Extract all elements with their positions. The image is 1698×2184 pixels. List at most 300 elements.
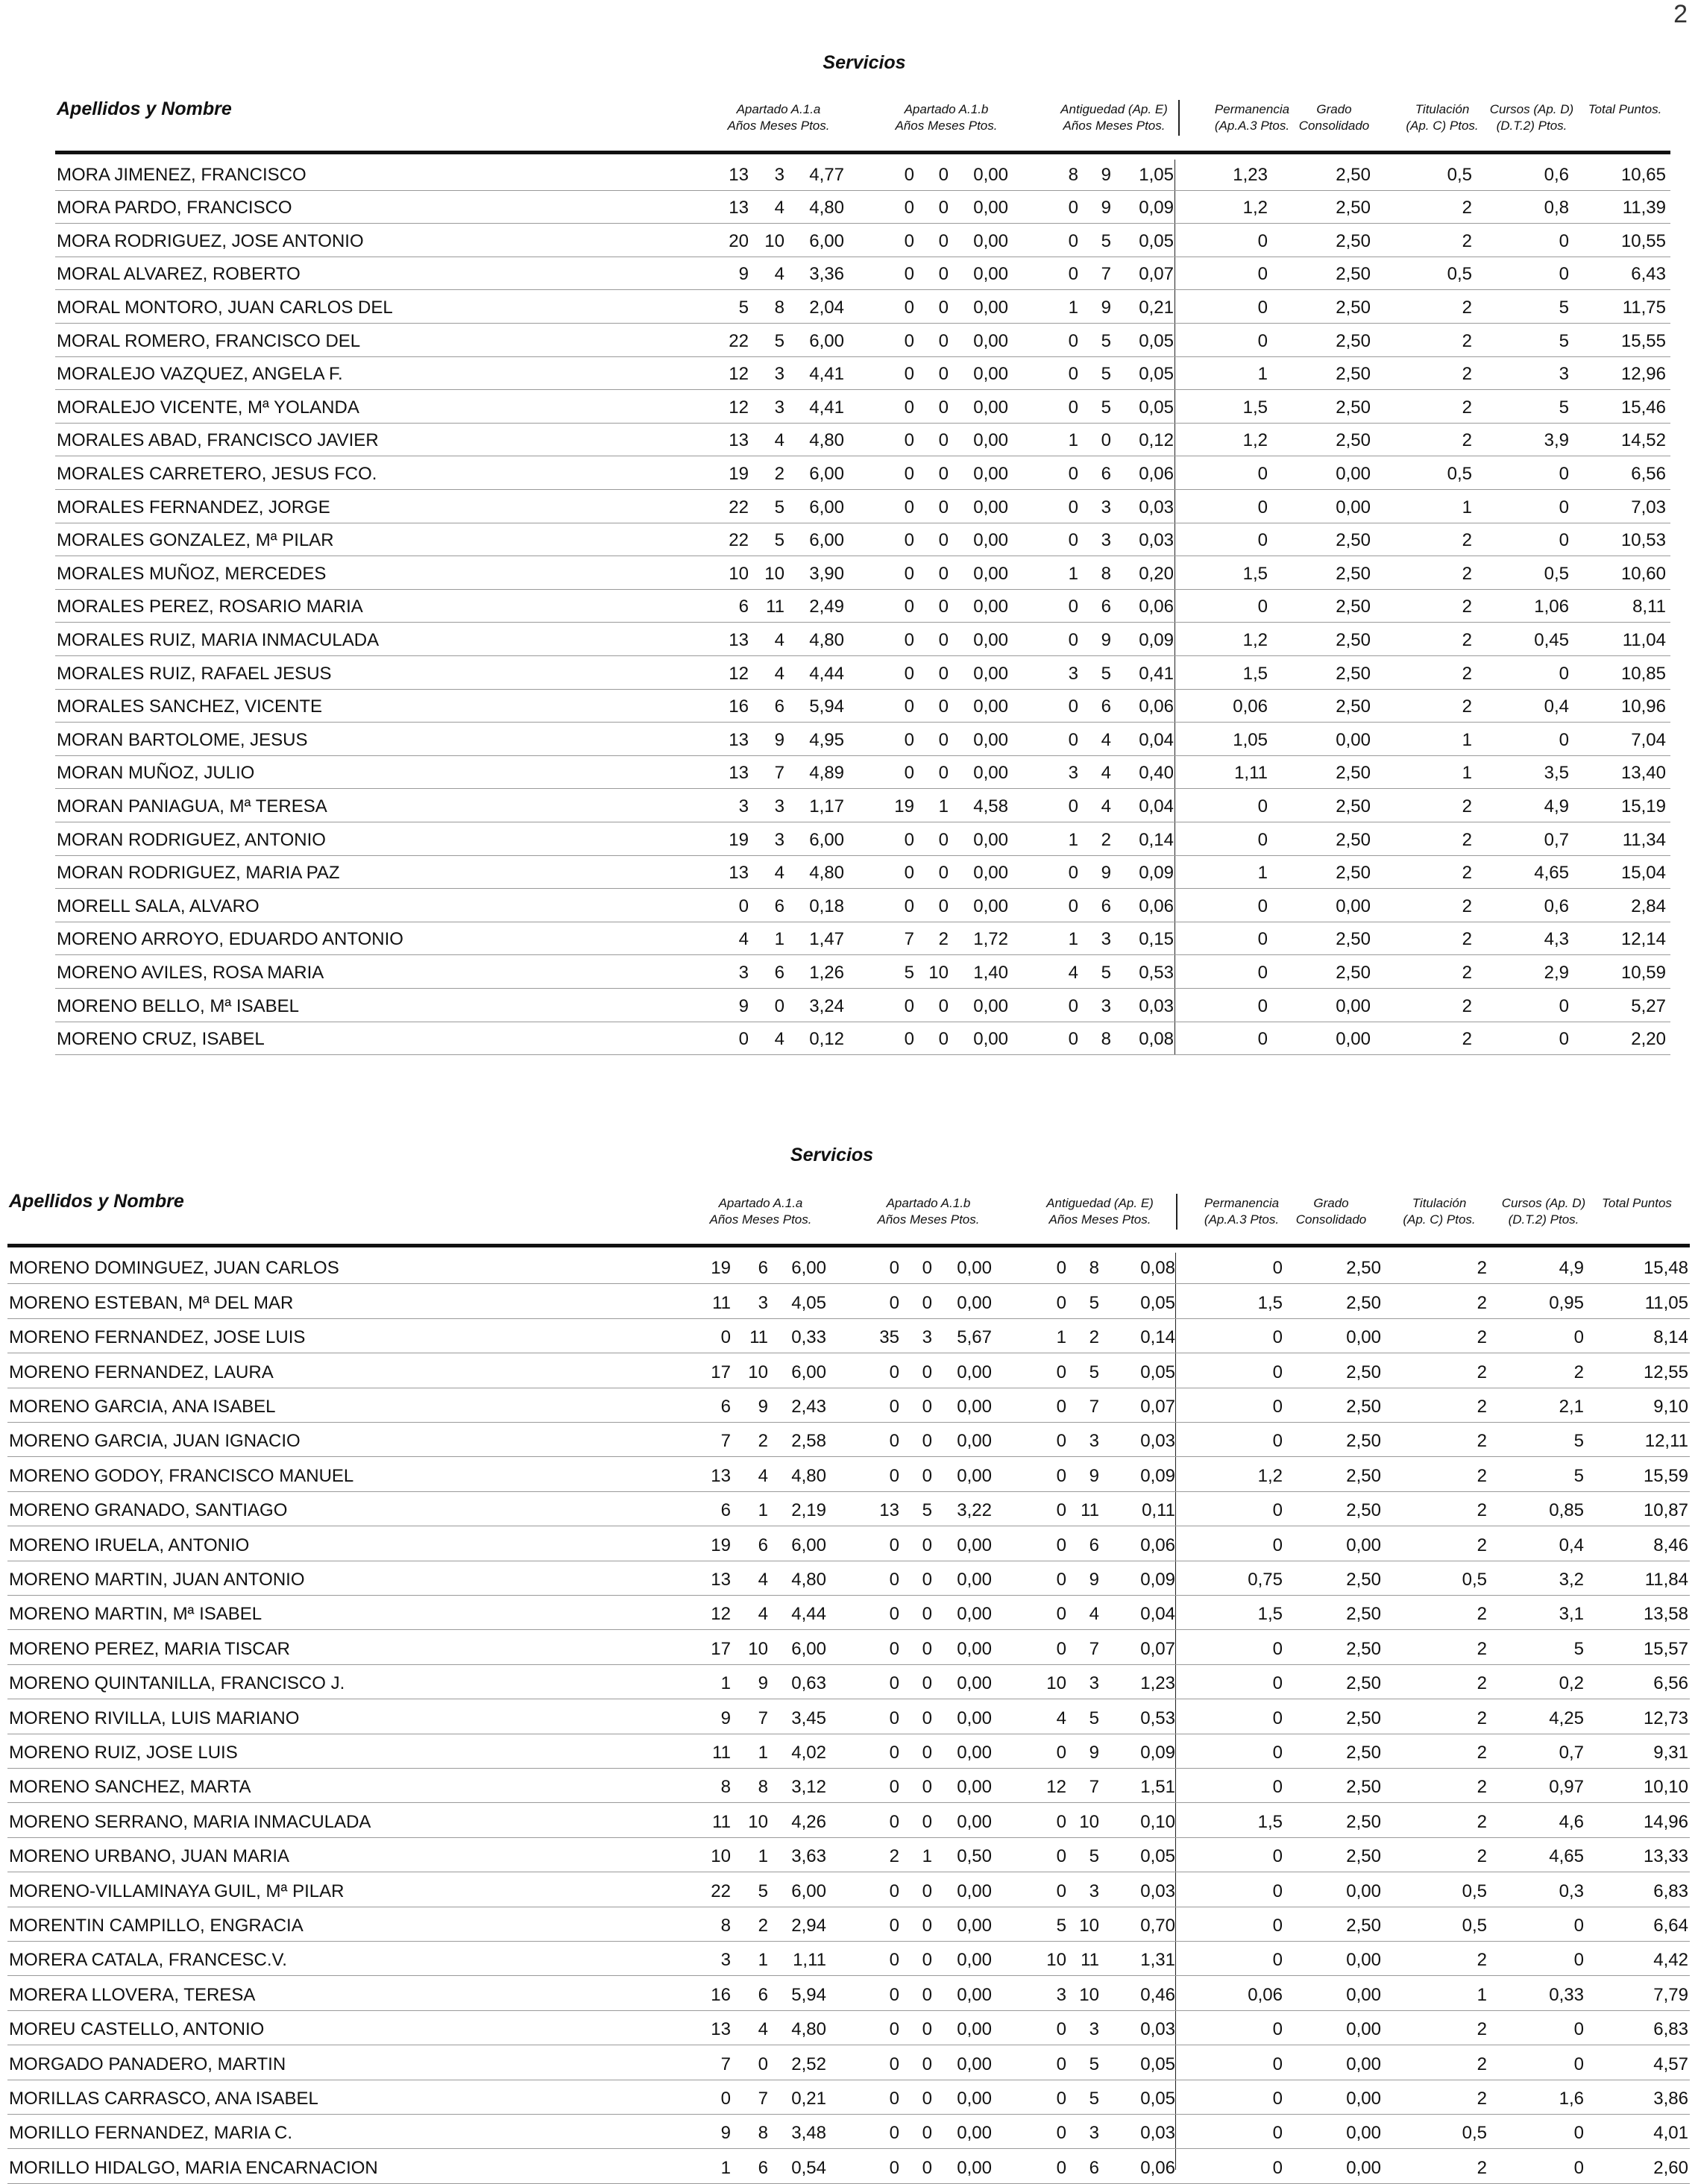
- cell-name: MORENO GARCIA, JUAN IGNACIO: [9, 1431, 301, 1452]
- cell-a1b-years: 0: [904, 863, 914, 884]
- cell-name: MORENO FERNANDEZ, LAURA: [9, 1362, 274, 1382]
- cell-grado: 0,00: [1336, 497, 1371, 517]
- cell-ant-months: 5: [1089, 1292, 1099, 1313]
- cell-name: MORALES FERNANDEZ, JORGE: [57, 497, 330, 517]
- cell-a1b-months: 0: [938, 995, 949, 1016]
- cell-total: 6,83: [1653, 1881, 1688, 1901]
- table-row: [55, 954, 1670, 989]
- cell-a1a-points: 2,43: [791, 1396, 826, 1417]
- cell-a1b-months: 1: [938, 796, 949, 816]
- cell-ant-years: 0: [1068, 463, 1078, 484]
- cell-a1a-months: 3: [774, 164, 784, 185]
- cell-grado: 2,50: [1336, 962, 1371, 983]
- cell-titulacion: 2: [1462, 663, 1472, 684]
- table-row: [7, 1595, 1690, 1630]
- cell-a1a-months: 4: [758, 2019, 768, 2040]
- cell-a1b-years: 0: [889, 1708, 899, 1728]
- cell-ant-years: 0: [1068, 230, 1078, 251]
- cell-cursos: 4,65: [1549, 1846, 1584, 1867]
- cell-a1a-years: 17: [711, 1638, 731, 1659]
- cell-a1a-points: 4,80: [791, 1569, 826, 1590]
- cell-ant-points: 0,53: [1139, 962, 1174, 983]
- cell-ant-years: 0: [1056, 1638, 1066, 1659]
- cell-cursos: 2,1: [1559, 1396, 1584, 1417]
- cell-permanencia: 0,06: [1233, 696, 1268, 717]
- cell-name: MORILLO FERNANDEZ, MARIA C.: [9, 2123, 293, 2144]
- cell-a1b-years: 0: [904, 530, 914, 551]
- cell-cursos: 0: [1559, 1029, 1569, 1050]
- cell-a1b-months: 0: [938, 863, 949, 884]
- cell-a1b-years: 0: [889, 2088, 899, 2109]
- cell-cursos: 4,6: [1559, 1811, 1584, 1832]
- cell-a1b-years: 0: [904, 230, 914, 251]
- cell-titulacion: 2: [1462, 397, 1472, 418]
- cell-ant-years: 0: [1056, 2088, 1066, 2109]
- cell-a1b-points: 0,00: [973, 663, 1008, 684]
- cell-permanencia: 0: [1257, 896, 1268, 916]
- cell-a1b-months: 0: [922, 1362, 932, 1382]
- cell-a1a-years: 17: [711, 1362, 731, 1382]
- cell-ant-points: 0,06: [1139, 463, 1174, 484]
- cell-permanencia: 0: [1272, 1396, 1283, 1417]
- header-grado: Grado Consolidado: [1295, 1196, 1367, 1227]
- cell-ant-months: 9: [1101, 629, 1111, 650]
- cell-cursos: 0: [1573, 1950, 1584, 1971]
- table-row: [55, 157, 1670, 191]
- cell-total: 6,56: [1631, 463, 1666, 484]
- cell-a1a-months: 11: [766, 597, 784, 617]
- cell-cursos: 5: [1573, 1638, 1584, 1659]
- cell-total: 10,59: [1620, 962, 1666, 983]
- cell-cursos: 4,9: [1559, 1258, 1584, 1279]
- cell-a1a-months: 10: [748, 1811, 768, 1832]
- cell-cursos: 0,8: [1544, 198, 1569, 218]
- cell-a1b-months: 0: [922, 1777, 932, 1798]
- cell-permanencia: 1,5: [1257, 1292, 1283, 1313]
- cell-permanencia: 1,5: [1242, 397, 1268, 418]
- cell-name: MORALEJO VAZQUEZ, ANGELA F.: [57, 364, 343, 385]
- cell-a1b-years: 19: [894, 796, 914, 816]
- cell-a1b-points: 0,50: [957, 1846, 992, 1867]
- cell-name: MORENO GRANADO, SANTIAGO: [9, 1500, 288, 1521]
- cell-a1b-points: 0,00: [957, 1811, 992, 1832]
- cell-cursos: 0: [1573, 2054, 1584, 2074]
- cell-ant-points: 0,53: [1140, 1708, 1175, 1728]
- cell-a1a-months: 6: [758, 1535, 768, 1555]
- cell-grado: 2,50: [1336, 829, 1371, 850]
- cell-permanencia: 0: [1257, 497, 1268, 517]
- cell-permanencia: 1,2: [1257, 1465, 1283, 1486]
- cell-a1b-points: 0,00: [957, 1258, 992, 1279]
- cell-ant-points: 0,12: [1139, 430, 1174, 451]
- cell-titulacion: 2: [1477, 1846, 1487, 1867]
- cell-a1a-months: 10: [764, 230, 784, 251]
- cell-ant-months: 2: [1089, 1327, 1099, 1348]
- cell-name: MORENO BELLO, Mª ISABEL: [57, 995, 299, 1016]
- cell-a1b-months: 0: [938, 763, 949, 784]
- cell-a1a-years: 13: [729, 164, 749, 185]
- cell-a1a-months: 6: [774, 896, 784, 916]
- cell-titulacion: 2: [1477, 1604, 1487, 1625]
- cell-a1b-months: 0: [938, 397, 949, 418]
- cell-cursos: 5: [1573, 1465, 1584, 1486]
- cell-titulacion: 2: [1477, 1500, 1487, 1521]
- cell-titulacion: 2: [1477, 1638, 1487, 1659]
- cell-a1a-points: 6,00: [791, 1881, 826, 1901]
- cell-ant-points: 0,21: [1139, 297, 1174, 318]
- cell-permanencia: 0: [1257, 463, 1268, 484]
- cell-permanencia: 0,75: [1248, 1569, 1283, 1590]
- cell-a1b-points: 0,00: [973, 896, 1008, 916]
- cell-grado: 0,00: [1346, 1984, 1381, 2005]
- cell-a1a-years: 13: [711, 2019, 731, 2040]
- cell-name: MORENO RIVILLA, LUIS MARIANO: [9, 1708, 300, 1728]
- cell-grado: 2,50: [1336, 696, 1371, 717]
- cell-a1b-months: 0: [938, 829, 949, 850]
- cell-titulacion: 2: [1462, 430, 1472, 451]
- cell-grado: 0,00: [1346, 1327, 1381, 1348]
- cell-a1b-points: 0,00: [973, 430, 1008, 451]
- table-row: [55, 888, 1670, 922]
- cell-name: MORAL ROMERO, FRANCISCO DEL: [57, 330, 361, 351]
- cell-ant-years: 0: [1056, 1258, 1066, 1279]
- cell-grado: 2,50: [1336, 530, 1371, 551]
- cell-total: 11,84: [1644, 1569, 1688, 1590]
- cell-ant-years: 5: [1056, 1915, 1066, 1936]
- cell-a1a-points: 2,52: [791, 2054, 826, 2074]
- cell-titulacion: 2: [1477, 2054, 1487, 2074]
- cell-a1a-months: 7: [758, 1708, 768, 1728]
- cell-a1b-months: 2: [938, 929, 949, 950]
- cell-a1b-years: 0: [889, 1569, 899, 1590]
- cell-titulacion: 2: [1462, 230, 1472, 251]
- cell-cursos: 0: [1559, 530, 1569, 551]
- cell-a1a-months: 3: [774, 397, 784, 418]
- cell-grado: 2,50: [1336, 863, 1371, 884]
- cell-a1a-points: 4,41: [809, 397, 844, 418]
- cell-ant-points: 0,20: [1139, 563, 1174, 584]
- cell-grado: 2,50: [1336, 629, 1371, 650]
- cell-ant-years: 1: [1068, 297, 1078, 318]
- cell-a1a-years: 9: [720, 2123, 731, 2144]
- cell-grado: 2,50: [1336, 264, 1371, 285]
- cell-a1a-months: 0: [758, 2054, 768, 2074]
- cell-a1b-years: 0: [889, 1465, 899, 1486]
- cell-total: 10,53: [1620, 530, 1666, 551]
- cell-grado: 2,50: [1336, 430, 1371, 451]
- cell-cursos: 4,25: [1549, 1708, 1584, 1728]
- cell-permanencia: 0: [1272, 1708, 1283, 1728]
- cell-a1b-points: 0,00: [957, 1673, 992, 1694]
- cell-a1b-years: 0: [889, 1777, 899, 1798]
- cell-titulacion: 2: [1477, 2157, 1487, 2178]
- cell-titulacion: 2: [1477, 1777, 1487, 1798]
- cell-a1a-months: 2: [758, 1431, 768, 1452]
- cell-titulacion: 0,5: [1462, 1569, 1487, 1590]
- cell-a1a-months: 4: [774, 198, 784, 218]
- cell-ant-points: 0,05: [1140, 2088, 1175, 2109]
- cell-titulacion: 2: [1477, 2019, 1487, 2040]
- table-row: [55, 190, 1670, 224]
- cell-name: MORENO ESTEBAN, Mª DEL MAR: [9, 1292, 294, 1313]
- cell-a1a-points: 4,80: [809, 863, 844, 884]
- cell-ant-years: 0: [1056, 1465, 1066, 1486]
- cell-total: 2,84: [1631, 896, 1666, 916]
- cell-name: MORA PARDO, FRANCISCO: [57, 198, 292, 218]
- cell-name: MORENO CRUZ, ISABEL: [57, 1029, 265, 1050]
- cell-a1b-points: 0,00: [957, 1638, 992, 1659]
- cell-a1a-years: 10: [729, 563, 749, 584]
- cell-a1a-years: 7: [720, 2054, 731, 2074]
- cell-permanencia: 1,23: [1233, 164, 1268, 185]
- cell-ant-years: 1: [1056, 1327, 1066, 1348]
- cell-a1b-points: 0,00: [957, 1535, 992, 1555]
- table-row: [7, 1491, 1690, 1526]
- cell-a1b-points: 0,00: [957, 1431, 992, 1452]
- cell-a1b-points: 0,00: [973, 497, 1008, 517]
- cell-a1a-points: 1,11: [793, 1950, 826, 1971]
- cell-a1a-months: 3: [774, 364, 784, 385]
- cell-ant-years: 0: [1056, 1742, 1066, 1763]
- cell-a1b-points: 0,00: [973, 629, 1008, 650]
- cell-grado: 0,00: [1346, 1881, 1381, 1901]
- cell-name: MORENO SERRANO, MARIA INMACULADA: [9, 1811, 371, 1832]
- cell-name: MORALES CARRETERO, JESUS FCO.: [57, 463, 377, 484]
- cell-ant-months: 5: [1089, 2054, 1099, 2074]
- cell-name: MORENO-VILLAMINAYA GUIL, Mª PILAR: [9, 1881, 345, 1901]
- cell-ant-points: 0,03: [1140, 2019, 1175, 2040]
- table-row: [7, 2114, 1690, 2149]
- cell-a1b-years: 0: [904, 364, 914, 385]
- cell-ant-points: 0,05: [1140, 1292, 1175, 1313]
- section-title: Servicios: [790, 1145, 874, 1165]
- cell-ant-years: 0: [1068, 629, 1078, 650]
- cell-a1a-years: 6: [720, 1500, 731, 1521]
- cell-ant-points: 0,09: [1140, 1569, 1175, 1590]
- cell-titulacion: 1: [1462, 497, 1472, 517]
- cell-a1b-points: 0,00: [973, 863, 1008, 884]
- cell-grado: 0,00: [1336, 995, 1371, 1016]
- cell-a1a-months: 1: [758, 1950, 768, 1971]
- cell-ant-years: 0: [1056, 2054, 1066, 2074]
- cell-permanencia: 1: [1257, 364, 1268, 385]
- table-row: [55, 655, 1670, 690]
- cell-a1b-years: 0: [889, 2054, 899, 2074]
- cell-ant-months: 9: [1089, 1465, 1099, 1486]
- cell-cursos: 0: [1559, 729, 1569, 750]
- table-row: [7, 2045, 1690, 2080]
- header-a1b: Apartado A.1.b Años Meses Ptos.: [877, 1196, 980, 1227]
- cell-permanencia: 0: [1257, 829, 1268, 850]
- cell-a1a-months: 4: [774, 1029, 784, 1050]
- cell-cursos: 0: [1559, 995, 1569, 1016]
- cell-permanencia: 0: [1272, 1431, 1283, 1452]
- cell-total: 13,33: [1643, 1846, 1688, 1867]
- cell-cursos: 0,45: [1534, 629, 1569, 650]
- cell-ant-years: 0: [1068, 796, 1078, 816]
- cell-a1a-years: 19: [729, 829, 749, 850]
- cell-a1b-years: 13: [879, 1500, 899, 1521]
- cell-permanencia: 1,11: [1234, 763, 1268, 784]
- cell-grado: 2,50: [1346, 1500, 1381, 1521]
- cell-cursos: 0,4: [1544, 696, 1569, 717]
- cell-permanencia: 1: [1257, 863, 1268, 884]
- cell-a1b-points: 0,00: [973, 330, 1008, 351]
- cell-ant-points: 0,06: [1139, 696, 1174, 717]
- cell-titulacion: 2: [1477, 1362, 1487, 1382]
- cell-a1b-years: 0: [904, 995, 914, 1016]
- cell-cursos: 4,3: [1544, 929, 1569, 950]
- cell-ant-months: 0: [1101, 430, 1111, 451]
- cell-total: 7,04: [1631, 729, 1666, 750]
- cell-ant-points: 0,07: [1140, 1638, 1175, 1659]
- header-a1b: Apartado A.1.b Años Meses Ptos.: [895, 102, 998, 133]
- cell-a1b-months: 0: [922, 1673, 932, 1694]
- cell-a1a-points: 0,18: [809, 896, 844, 916]
- cell-permanencia: 1,2: [1242, 198, 1268, 218]
- cell-name: MORENO PEREZ, MARIA TISCAR: [9, 1638, 290, 1659]
- cell-name: MORA RODRIGUEZ, JOSE ANTONIO: [57, 230, 364, 251]
- cell-a1b-years: 0: [889, 1535, 899, 1555]
- header-rule: [7, 1244, 1690, 1247]
- cell-ant-months: 3: [1101, 497, 1111, 517]
- cell-permanencia: 0: [1272, 1535, 1283, 1555]
- cell-ant-points: 0,04: [1139, 729, 1174, 750]
- cell-titulacion: 0,5: [1447, 463, 1472, 484]
- table-row: [7, 1456, 1690, 1491]
- cell-cursos: 0: [1573, 2157, 1584, 2178]
- cell-a1a-years: 7: [720, 1431, 731, 1452]
- cell-a1b-points: 0,00: [957, 1984, 992, 2005]
- cell-name: MORAN RODRIGUEZ, ANTONIO: [57, 829, 326, 850]
- cell-cursos: 5: [1559, 397, 1569, 418]
- cell-ant-months: 5: [1089, 1846, 1099, 1867]
- cell-a1b-years: 0: [904, 763, 914, 784]
- table-row: [55, 323, 1670, 357]
- cell-a1a-points: 6,00: [809, 230, 844, 251]
- services-table-2: [7, 1145, 1690, 2181]
- cell-name: MORELL SALA, ALVARO: [57, 896, 260, 916]
- cell-a1b-points: 0,00: [973, 364, 1008, 385]
- cell-a1a-points: 4,95: [809, 729, 844, 750]
- cell-a1a-points: 0,33: [791, 1327, 826, 1348]
- cell-ant-points: 0,03: [1139, 497, 1174, 517]
- cell-permanencia: 1,2: [1242, 629, 1268, 650]
- cell-a1b-months: 0: [938, 563, 949, 584]
- cell-name: MORENO AVILES, ROSA MARIA: [57, 962, 324, 983]
- cell-a1a-points: 3,48: [791, 2123, 826, 2144]
- cell-a1a-months: 2: [774, 463, 784, 484]
- cell-a1a-years: 19: [711, 1258, 731, 1279]
- cell-a1a-months: 5: [758, 1881, 768, 1901]
- cell-a1b-months: 0: [922, 1881, 932, 1901]
- table-row: [7, 1699, 1690, 1734]
- table-row: [55, 855, 1670, 890]
- cell-a1a-years: 19: [711, 1535, 731, 1555]
- cell-ant-months: 9: [1089, 1742, 1099, 1763]
- cell-grado: 2,50: [1336, 364, 1371, 385]
- cell-a1a-months: 1: [758, 1846, 768, 1867]
- table-row: [7, 1941, 1690, 1976]
- cell-name: MORALES RUIZ, MARIA INMACULADA: [57, 629, 380, 650]
- cell-ant-points: 0,09: [1140, 1742, 1175, 1763]
- cell-ant-months: 2: [1101, 829, 1111, 850]
- cell-permanencia: 0: [1272, 2123, 1283, 2144]
- cell-ant-years: 0: [1068, 397, 1078, 418]
- cell-a1a-months: 3: [774, 829, 784, 850]
- table-row: [55, 356, 1670, 391]
- table-row: [55, 589, 1670, 623]
- cell-a1a-points: 4,80: [809, 198, 844, 218]
- cell-a1a-years: 12: [729, 364, 749, 385]
- cell-a1b-months: 0: [938, 330, 949, 351]
- cell-a1b-years: 0: [904, 696, 914, 717]
- cell-ant-points: 0,06: [1140, 1535, 1175, 1555]
- cell-permanencia: 1,05: [1233, 729, 1268, 750]
- cell-a1b-months: 0: [922, 2123, 932, 2144]
- cell-permanencia: 0: [1272, 1915, 1283, 1936]
- cell-a1b-months: 0: [938, 729, 949, 750]
- cell-a1a-years: 13: [729, 863, 749, 884]
- cell-a1a-months: 5: [774, 330, 784, 351]
- cell-grado: 2,50: [1346, 1431, 1381, 1452]
- cell-a1a-years: 1: [720, 1673, 731, 1694]
- cell-ant-months: 10: [1079, 1811, 1099, 1832]
- cell-grado: 0,00: [1336, 729, 1371, 750]
- cell-permanencia: 0: [1272, 1742, 1283, 1763]
- cell-a1b-years: 0: [889, 1673, 899, 1694]
- cell-ant-years: 3: [1068, 663, 1078, 684]
- cell-grado: 2,50: [1346, 1673, 1381, 1694]
- cell-a1a-years: 13: [711, 1569, 731, 1590]
- cell-a1b-months: 0: [938, 463, 949, 484]
- cell-a1a-years: 22: [711, 1881, 731, 1901]
- cell-a1a-points: 2,19: [791, 1500, 826, 1521]
- table-row: [55, 988, 1670, 1022]
- cell-grado: 2,50: [1346, 1569, 1381, 1590]
- cell-grado: 0,00: [1336, 896, 1371, 916]
- cell-a1b-points: 0,00: [973, 696, 1008, 717]
- cell-total: 10,85: [1620, 663, 1666, 684]
- cell-a1a-months: 1: [758, 1500, 768, 1521]
- cell-a1b-years: 0: [904, 430, 914, 451]
- cell-a1b-points: 0,00: [973, 530, 1008, 551]
- cell-permanencia: 0: [1272, 2054, 1283, 2074]
- cell-name: MORALEJO VICENTE, Mª YOLANDA: [57, 397, 359, 418]
- cell-a1b-points: 0,00: [973, 230, 1008, 251]
- cell-a1b-points: 4,58: [973, 796, 1008, 816]
- table-row: [55, 788, 1670, 822]
- cell-a1a-points: 0,21: [791, 2088, 826, 2109]
- cell-ant-points: 0,08: [1140, 1258, 1175, 1279]
- cell-a1b-months: 0: [922, 1604, 932, 1625]
- cell-a1b-years: 0: [904, 563, 914, 584]
- cell-a1a-points: 4,44: [791, 1604, 826, 1625]
- cell-cursos: 0: [1559, 463, 1569, 484]
- cell-ant-points: 0,40: [1139, 763, 1174, 784]
- cell-name: MORENO IRUELA, ANTONIO: [9, 1535, 250, 1555]
- cell-a1a-points: 6,00: [791, 1258, 826, 1279]
- cell-ant-months: 3: [1089, 1431, 1099, 1452]
- cell-a1b-months: 0: [938, 297, 949, 318]
- cell-a1a-years: 6: [720, 1396, 731, 1417]
- table-row: [7, 2148, 1690, 2183]
- cell-grado: 2,50: [1336, 397, 1371, 418]
- cell-titulacion: 2: [1462, 330, 1472, 351]
- cell-permanencia: 0: [1272, 2088, 1283, 2109]
- cell-name: MORALES ABAD, FRANCISCO JAVIER: [57, 430, 379, 451]
- cell-ant-months: 7: [1101, 264, 1111, 285]
